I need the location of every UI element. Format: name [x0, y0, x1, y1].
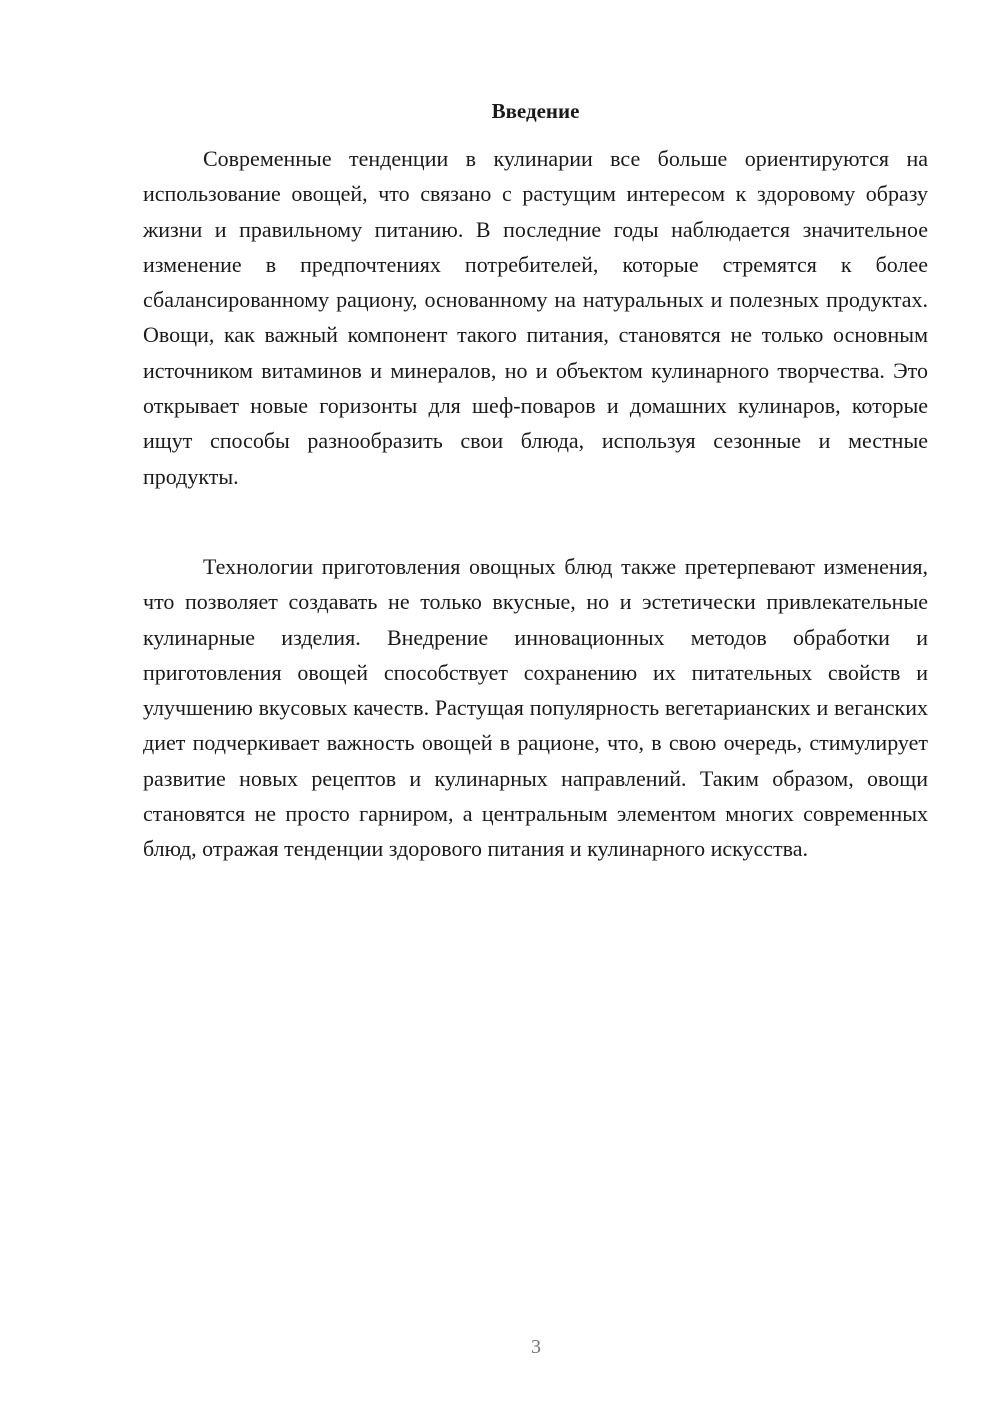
section-heading: Введение [491, 99, 580, 123]
paragraph-1: Современные тенденции в кулинарии все больше ориентируются на использование овощей, что связано с растущим интересом к здоровому образу жизни и правильному питанию. В последние годы наблюдается значительное изменение в предпочтениях потребителей, которые стремятся к более сбалансированному рациону, основанному на натуральных и полезных продуктах. Овощи, как важный компонент такого питания, становятся не только основным источником витаминов и минералов, но и объектом кулинарного творчества. Это открывает новые горизонты для шеф-поваров и домашних кулинаров, которые ищут способы разнообразить свои блюда, используя сезонные и местные продукты. [143, 146, 928, 489]
paragraph-2: Технологии приготовления овощных блюд также претерпевают изменения, что позволяет создавать не только вкусные, но и эстетически привлекательные кулинарные изделия. Внедрение инновационных методов обработки и приготовления овощей способствует сохранению их питательных свойств и улучшению вкусовых качеств. Растущая популярность вегетарианских и веганских диет подчеркивает важность овощей в рационе, что, в свою очередь, стимулирует развитие новых рецептов и кулинарных направлений. Таким образом, овощи становятся не просто гарниром, а центральным элементом многих современных блюд, отражая тенденции здорового питания и кулинарного искусства. [143, 554, 928, 862]
page-number: 3 [531, 1336, 541, 1358]
